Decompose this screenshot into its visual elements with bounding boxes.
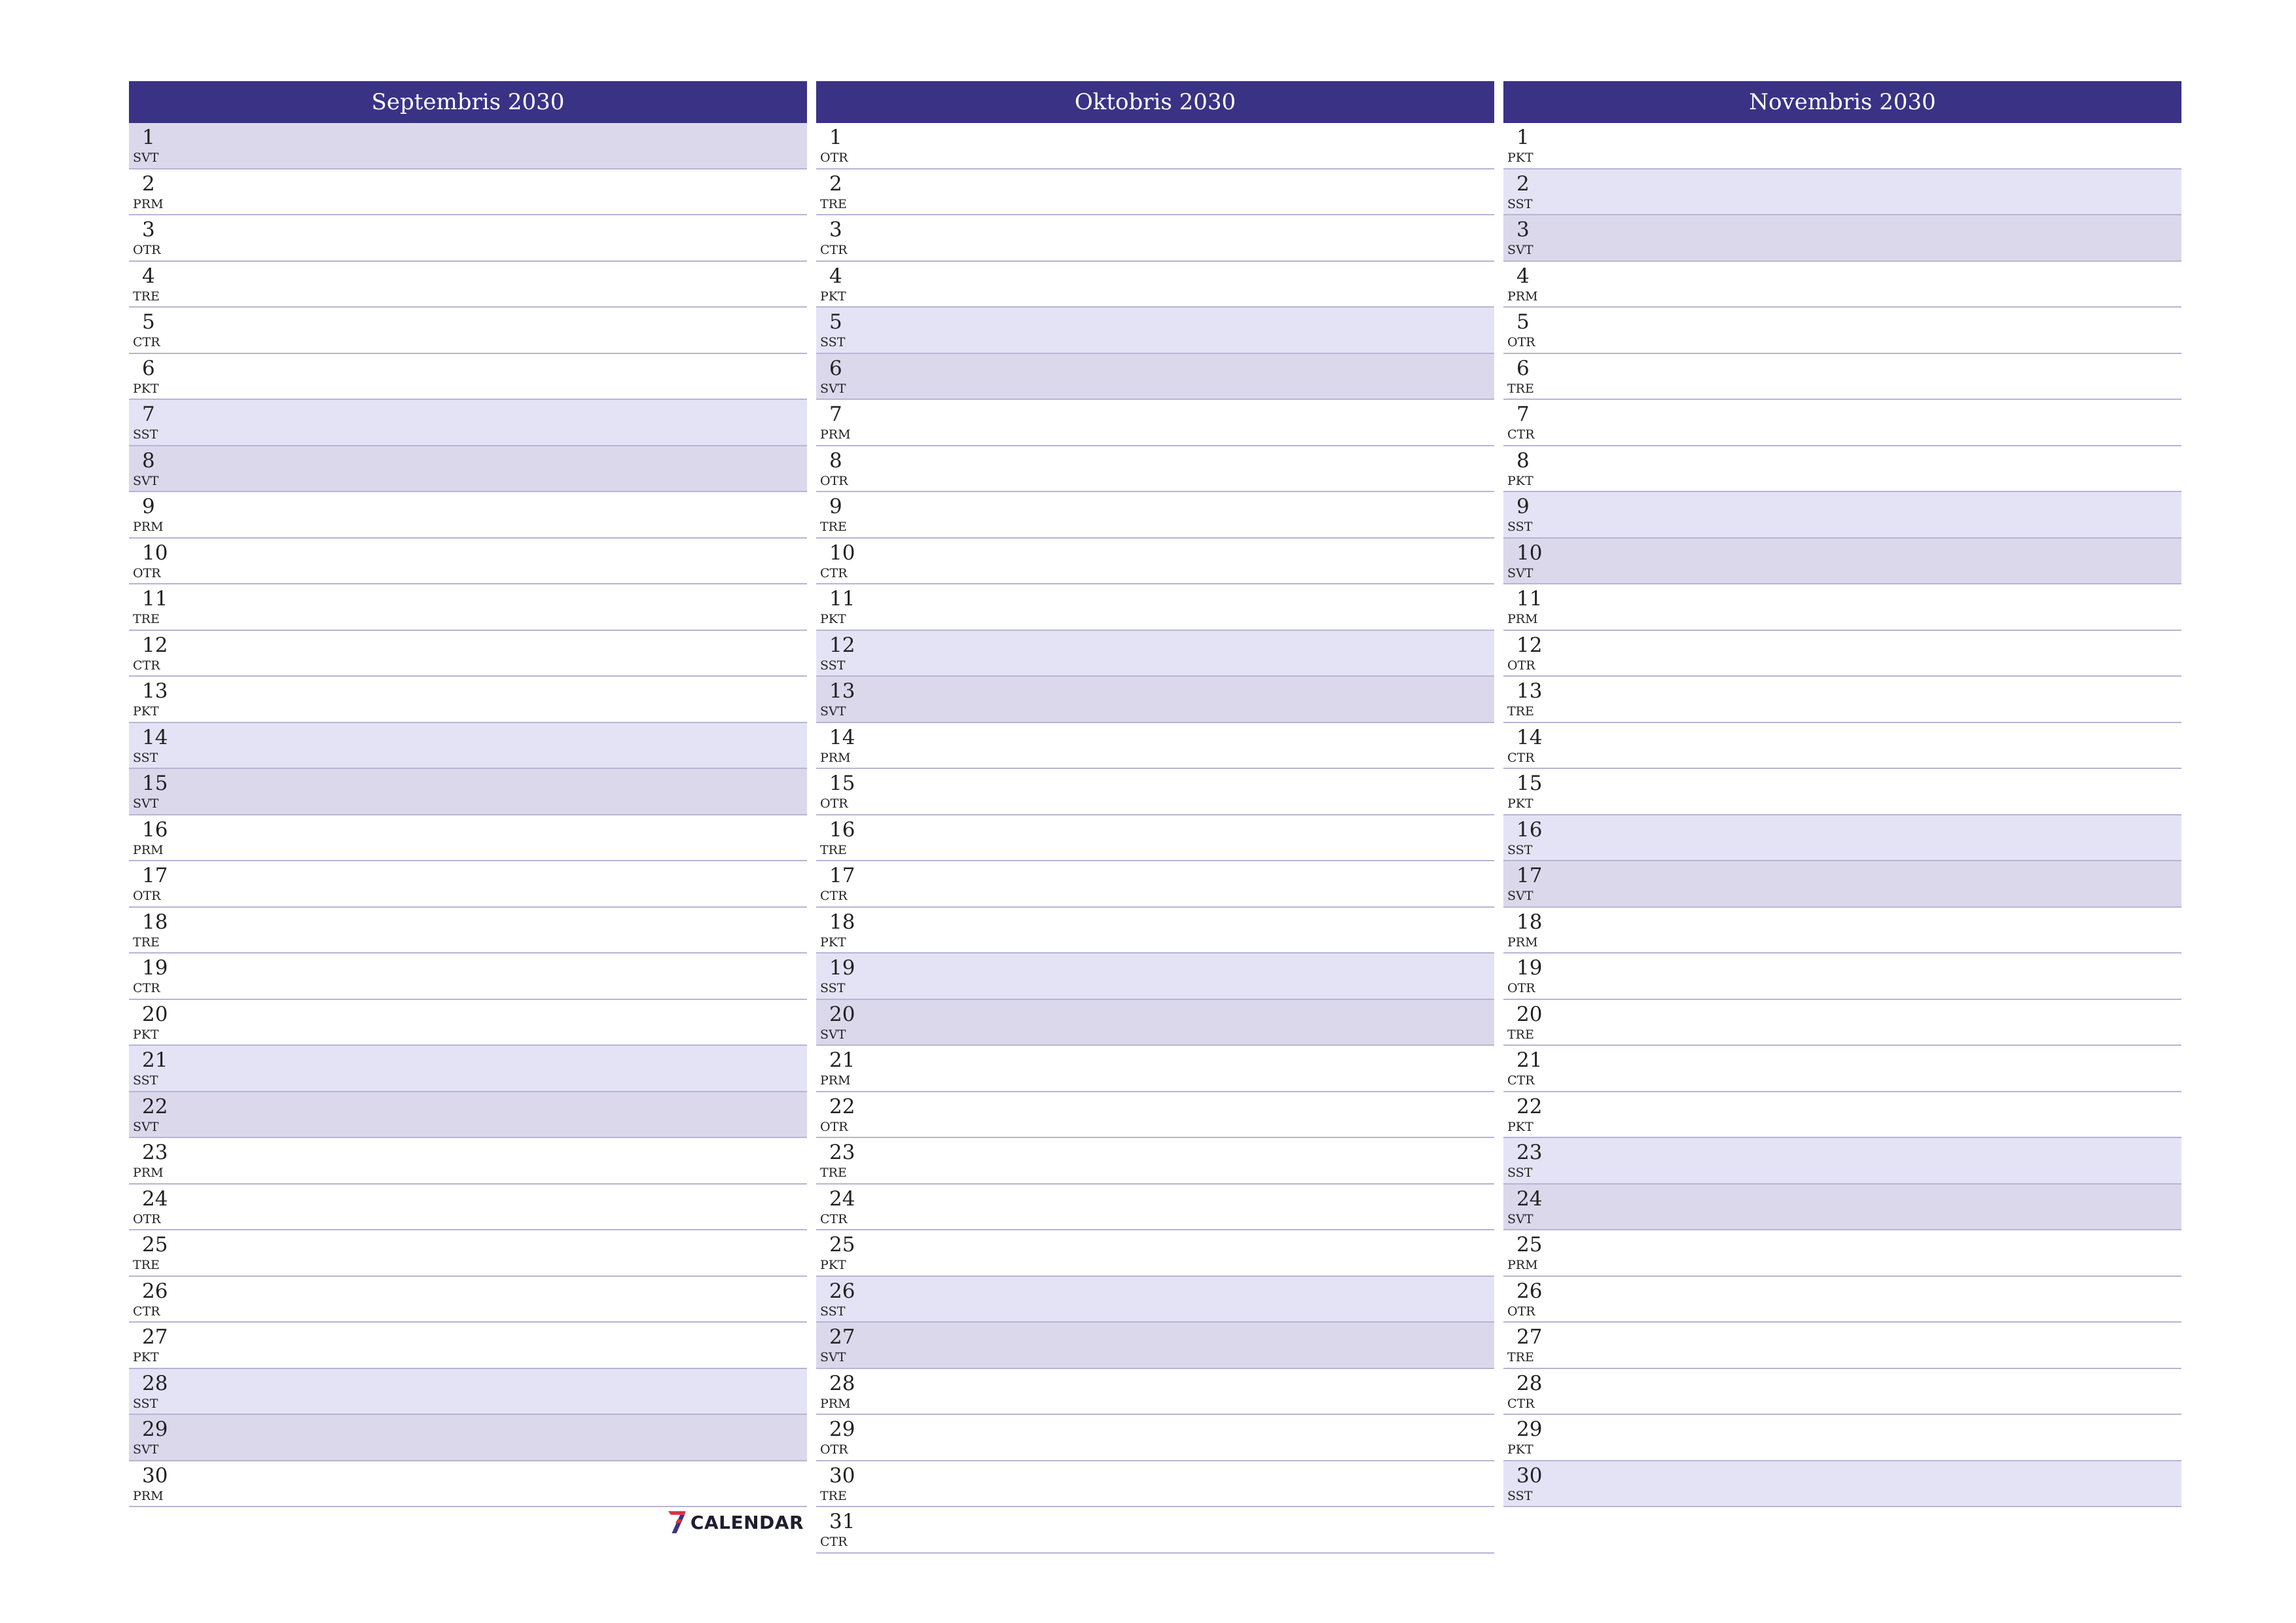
- day-number: 11: [829, 587, 855, 611]
- day-row: [129, 1277, 807, 1323]
- day-row: [816, 815, 1494, 862]
- day-number: 10: [142, 541, 168, 565]
- weekday-abbr: PRM: [1507, 289, 1538, 304]
- day-number: 1: [829, 126, 842, 149]
- weekday-abbr: TRE: [820, 842, 847, 857]
- day-number: 17: [142, 864, 168, 887]
- weekday-abbr: SST: [1507, 196, 1533, 211]
- day-row: [816, 1046, 1494, 1092]
- day-number: 13: [1516, 679, 1543, 703]
- month-title: Septembris 2030: [129, 81, 807, 123]
- day-row: [1503, 631, 2181, 677]
- weekday-abbr: SST: [133, 1396, 158, 1411]
- day-row: [816, 723, 1494, 770]
- weekday-abbr: PRM: [133, 196, 164, 211]
- weekday-abbr: TRE: [133, 935, 160, 950]
- weekday-abbr: SST: [1507, 842, 1533, 857]
- day-list: [1503, 123, 2181, 1507]
- weekday-abbr: CTR: [133, 981, 160, 995]
- day-row: [1503, 169, 2181, 216]
- weekday-abbr: OTR: [820, 1442, 848, 1457]
- day-row: [1503, 1092, 2181, 1139]
- day-number: 24: [1516, 1186, 1543, 1211]
- day-row: [816, 1507, 1494, 1554]
- day-number: 5: [142, 310, 155, 334]
- weekday-abbr: CTR: [820, 889, 848, 903]
- weekday-abbr: OTR: [1507, 981, 1535, 995]
- weekday-abbr: OTR: [1507, 1304, 1535, 1319]
- day-number: 21: [142, 1048, 168, 1072]
- day-number: 8: [829, 448, 842, 473]
- day-row: [1503, 539, 2181, 585]
- weekday-abbr: SST: [820, 335, 846, 349]
- day-row: [129, 446, 807, 493]
- day-row: [816, 1092, 1494, 1139]
- day-number: 28: [1516, 1371, 1543, 1395]
- day-row: [816, 1323, 1494, 1369]
- day-number: 10: [829, 541, 855, 565]
- day-number: 12: [829, 633, 855, 657]
- day-row: [1503, 492, 2181, 539]
- day-number: 29: [142, 1418, 168, 1441]
- weekday-abbr: PKT: [133, 1027, 159, 1042]
- day-row: [129, 1415, 807, 1461]
- weekday-abbr: TRE: [1507, 704, 1534, 719]
- day-row: [1503, 1000, 2181, 1046]
- day-row: [816, 1230, 1494, 1277]
- weekday-abbr: TRE: [820, 1166, 847, 1180]
- day-row: [129, 492, 807, 539]
- day-number: 11: [142, 587, 168, 611]
- day-row: [1503, 1277, 2181, 1323]
- weekday-abbr: PRM: [820, 427, 851, 442]
- weekday-abbr: SST: [820, 981, 846, 995]
- day-row: [1503, 354, 2181, 401]
- day-number: 19: [142, 956, 168, 980]
- weekday-abbr: SST: [820, 1304, 846, 1319]
- day-number: 1: [142, 126, 155, 149]
- day-number: 19: [829, 956, 855, 980]
- weekday-abbr: PKT: [1507, 473, 1534, 488]
- day-number: 12: [142, 633, 168, 657]
- day-row: [1503, 1138, 2181, 1185]
- weekday-abbr: PKT: [820, 289, 846, 304]
- weekday-abbr: PKT: [133, 1350, 159, 1364]
- day-row: [816, 1138, 1494, 1185]
- month-column: [1503, 81, 2181, 1507]
- day-number: 9: [829, 495, 842, 518]
- day-number: 17: [829, 864, 855, 887]
- weekday-abbr: PKT: [1507, 151, 1534, 165]
- weekday-abbr: CTR: [820, 1211, 848, 1226]
- day-row: [816, 1277, 1494, 1323]
- day-row: [1503, 215, 2181, 262]
- month-title: Novembris 2030: [1503, 81, 2181, 123]
- day-row: [129, 1046, 807, 1092]
- weekday-abbr: TRE: [1507, 381, 1534, 396]
- day-row: [816, 861, 1494, 908]
- weekday-abbr: PRM: [133, 842, 164, 857]
- day-number: 27: [1516, 1325, 1543, 1349]
- brand-logo: [666, 1504, 804, 1541]
- day-row: [129, 769, 807, 815]
- day-number: 13: [829, 679, 855, 703]
- weekday-abbr: SVT: [133, 796, 159, 811]
- day-row: [816, 769, 1494, 815]
- month-column: [816, 81, 1494, 1554]
- day-number: 4: [142, 264, 155, 288]
- day-row: [129, 1138, 807, 1185]
- day-number: 18: [829, 910, 855, 934]
- day-row: [129, 954, 807, 1000]
- weekday-abbr: SST: [1507, 520, 1533, 534]
- day-row: [1503, 1461, 2181, 1508]
- day-row: [1503, 769, 2181, 815]
- day-row: [129, 1000, 807, 1046]
- weekday-abbr: OTR: [820, 796, 848, 811]
- day-number: 6: [142, 356, 155, 380]
- day-number: 8: [1516, 448, 1530, 473]
- weekday-abbr: SVT: [133, 473, 159, 488]
- day-number: 18: [142, 910, 168, 934]
- weekday-abbr: SST: [1507, 1488, 1533, 1503]
- day-number: 9: [1516, 495, 1530, 518]
- weekday-abbr: OTR: [133, 565, 161, 580]
- day-number: 16: [829, 817, 855, 842]
- day-row: [129, 1092, 807, 1139]
- day-number: 15: [829, 772, 855, 795]
- day-row: [1503, 1323, 2181, 1369]
- weekday-abbr: OTR: [820, 473, 848, 488]
- weekday-abbr: SVT: [820, 1350, 846, 1364]
- weekday-abbr: SST: [133, 427, 158, 442]
- weekday-abbr: CTR: [133, 335, 160, 349]
- day-number: 7: [142, 402, 155, 426]
- day-number: 7: [1516, 402, 1530, 426]
- day-number: 31: [829, 1510, 855, 1533]
- day-number: 5: [829, 310, 842, 334]
- weekday-abbr: SVT: [1507, 1211, 1534, 1226]
- day-number: 21: [829, 1048, 855, 1072]
- weekday-abbr: SVT: [133, 151, 159, 165]
- weekday-abbr: SST: [133, 1073, 158, 1088]
- day-number: 28: [829, 1371, 855, 1395]
- day-number: 15: [1516, 772, 1543, 795]
- weekday-abbr: SVT: [820, 704, 846, 719]
- weekday-abbr: CTR: [133, 1304, 160, 1319]
- month-column: [129, 81, 807, 1507]
- day-number: 3: [1516, 218, 1530, 241]
- weekday-abbr: OTR: [1507, 658, 1535, 673]
- day-number: 30: [142, 1463, 168, 1488]
- day-row: [129, 1461, 807, 1508]
- day-number: 16: [142, 817, 168, 842]
- weekday-abbr: SVT: [820, 381, 846, 396]
- day-row: [1503, 954, 2181, 1000]
- weekday-abbr: TRE: [820, 196, 847, 211]
- day-number: 21: [1516, 1048, 1543, 1072]
- day-row: [816, 584, 1494, 631]
- day-number: 23: [1516, 1141, 1543, 1164]
- day-row: [129, 308, 807, 354]
- day-row: [1503, 262, 2181, 308]
- logo-text: CALENDAR: [690, 1511, 804, 1533]
- weekday-abbr: SVT: [133, 1442, 159, 1457]
- weekday-abbr: TRE: [133, 612, 160, 626]
- day-row: [1503, 723, 2181, 770]
- day-number: 4: [829, 264, 842, 288]
- day-row: [816, 1369, 1494, 1416]
- day-number: 25: [829, 1233, 855, 1257]
- weekday-abbr: CTR: [1507, 1396, 1535, 1411]
- day-number: 2: [142, 171, 155, 196]
- day-row: [129, 1230, 807, 1277]
- weekday-abbr: CTR: [820, 565, 848, 580]
- day-number: 15: [142, 772, 168, 795]
- day-number: 3: [142, 218, 155, 241]
- day-number: 14: [142, 725, 168, 749]
- day-number: 30: [1516, 1463, 1543, 1488]
- day-row: [816, 354, 1494, 401]
- weekday-abbr: OTR: [820, 151, 848, 165]
- weekday-abbr: TRE: [133, 1258, 160, 1272]
- day-row: [1503, 400, 2181, 446]
- day-row: [129, 169, 807, 216]
- weekday-abbr: OTR: [1507, 335, 1535, 349]
- weekday-abbr: PRM: [820, 1073, 851, 1088]
- weekday-abbr: PKT: [820, 612, 846, 626]
- weekday-abbr: PKT: [133, 381, 159, 396]
- weekday-abbr: TRE: [820, 1488, 847, 1503]
- day-row: [1503, 908, 2181, 954]
- day-row: [816, 631, 1494, 677]
- weekday-abbr: CTR: [820, 1535, 848, 1549]
- day-row: [816, 1461, 1494, 1508]
- day-row: [816, 446, 1494, 493]
- weekday-abbr: PRM: [820, 1396, 851, 1411]
- day-number: 22: [829, 1094, 855, 1118]
- day-number: 6: [1516, 356, 1530, 380]
- day-number: 4: [1516, 264, 1530, 288]
- day-number: 24: [142, 1186, 168, 1211]
- weekday-abbr: PRM: [820, 750, 851, 765]
- day-row: [816, 539, 1494, 585]
- day-row: [129, 354, 807, 401]
- day-row: [129, 400, 807, 446]
- seven-logo-icon: [666, 1504, 687, 1541]
- day-number: 22: [142, 1094, 168, 1118]
- day-row: [1503, 446, 2181, 493]
- day-row: [816, 262, 1494, 308]
- weekday-abbr: TRE: [1507, 1350, 1534, 1364]
- day-number: 23: [829, 1141, 855, 1164]
- weekday-abbr: TRE: [1507, 1027, 1534, 1042]
- weekday-abbr: SVT: [1507, 565, 1534, 580]
- weekday-abbr: SVT: [1507, 243, 1534, 257]
- day-list: [816, 123, 1494, 1554]
- day-number: 11: [1516, 587, 1543, 611]
- weekday-abbr: CTR: [820, 243, 848, 257]
- weekday-abbr: OTR: [820, 1119, 848, 1134]
- weekday-abbr: SVT: [1507, 889, 1534, 903]
- weekday-abbr: OTR: [133, 243, 161, 257]
- day-number: 29: [1516, 1418, 1543, 1441]
- day-number: 14: [829, 725, 855, 749]
- weekday-abbr: TRE: [133, 289, 160, 304]
- day-row: [1503, 677, 2181, 723]
- day-number: 13: [142, 679, 168, 703]
- day-row: [129, 631, 807, 677]
- day-number: 5: [1516, 310, 1530, 334]
- day-row: [1503, 584, 2181, 631]
- day-row: [1503, 815, 2181, 862]
- day-number: 20: [829, 1002, 855, 1026]
- day-row: [816, 954, 1494, 1000]
- day-number: 3: [829, 218, 842, 241]
- day-row: [816, 1000, 1494, 1046]
- weekday-abbr: PKT: [1507, 1119, 1534, 1134]
- weekday-abbr: SVT: [820, 1027, 846, 1042]
- weekday-abbr: PKT: [1507, 1442, 1534, 1457]
- day-row: [816, 1415, 1494, 1461]
- day-row: [816, 215, 1494, 262]
- weekday-abbr: PRM: [133, 1166, 164, 1180]
- day-row: [129, 1185, 807, 1231]
- day-number: 12: [1516, 633, 1543, 657]
- day-number: 26: [1516, 1279, 1543, 1303]
- day-number: 25: [1516, 1233, 1543, 1257]
- weekday-abbr: SST: [820, 658, 846, 673]
- day-row: [129, 584, 807, 631]
- day-row: [816, 400, 1494, 446]
- day-number: 7: [829, 402, 842, 426]
- day-row: [1503, 1185, 2181, 1231]
- day-number: 20: [1516, 1002, 1543, 1026]
- weekday-abbr: PKT: [820, 935, 846, 950]
- day-number: 26: [142, 1279, 168, 1303]
- weekday-abbr: CTR: [1507, 1073, 1535, 1088]
- day-row: [129, 262, 807, 308]
- day-row: [1503, 308, 2181, 354]
- day-number: 27: [142, 1325, 168, 1349]
- weekday-abbr: OTR: [133, 889, 161, 903]
- day-row: [1503, 1415, 2181, 1461]
- day-number: 10: [1516, 541, 1543, 565]
- day-number: 26: [829, 1279, 855, 1303]
- day-number: 2: [829, 171, 842, 196]
- day-row: [816, 1185, 1494, 1231]
- weekday-abbr: SST: [1507, 1166, 1533, 1180]
- day-row: [129, 908, 807, 954]
- day-row: [816, 492, 1494, 539]
- day-number: 22: [1516, 1094, 1543, 1118]
- day-number: 28: [142, 1371, 168, 1395]
- day-row: [129, 861, 807, 908]
- day-row: [816, 677, 1494, 723]
- day-row: [1503, 1369, 2181, 1416]
- weekday-abbr: SST: [133, 750, 158, 765]
- day-row: [129, 1369, 807, 1416]
- day-row: [129, 215, 807, 262]
- day-number: 17: [1516, 864, 1543, 887]
- day-number: 24: [829, 1186, 855, 1211]
- weekday-abbr: CTR: [133, 658, 160, 673]
- day-number: 30: [829, 1463, 855, 1488]
- day-row: [816, 169, 1494, 216]
- weekday-abbr: PRM: [133, 520, 164, 534]
- day-number: 25: [142, 1233, 168, 1257]
- day-number: 16: [1516, 817, 1543, 842]
- weekday-abbr: PRM: [1507, 612, 1538, 626]
- month-title: Oktobris 2030: [816, 81, 1494, 123]
- day-number: 2: [1516, 171, 1530, 196]
- day-number: 18: [1516, 910, 1543, 934]
- day-row: [1503, 1230, 2181, 1277]
- day-list: [129, 123, 807, 1507]
- day-row: [129, 1323, 807, 1369]
- day-number: 29: [829, 1418, 855, 1441]
- day-number: 19: [1516, 956, 1543, 980]
- day-number: 6: [829, 356, 842, 380]
- day-number: 27: [829, 1325, 855, 1349]
- weekday-abbr: OTR: [133, 1211, 161, 1226]
- day-number: 1: [1516, 126, 1530, 149]
- day-row: [816, 123, 1494, 169]
- day-number: 9: [142, 495, 155, 518]
- weekday-abbr: PKT: [133, 704, 159, 719]
- day-number: 20: [142, 1002, 168, 1026]
- day-row: [816, 308, 1494, 354]
- day-row: [129, 123, 807, 169]
- weekday-abbr: CTR: [1507, 427, 1535, 442]
- day-row: [1503, 1046, 2181, 1092]
- day-row: [129, 539, 807, 585]
- day-row: [129, 723, 807, 770]
- day-number: 8: [142, 448, 155, 473]
- weekday-abbr: PRM: [133, 1488, 164, 1503]
- day-row: [1503, 861, 2181, 908]
- weekday-abbr: SVT: [133, 1119, 159, 1134]
- weekday-abbr: TRE: [820, 520, 847, 534]
- weekday-abbr: PRM: [1507, 1258, 1538, 1272]
- weekday-abbr: PKT: [1507, 796, 1534, 811]
- weekday-abbr: PRM: [1507, 935, 1538, 950]
- day-number: 14: [1516, 725, 1543, 749]
- day-row: [129, 677, 807, 723]
- weekday-abbr: CTR: [1507, 750, 1535, 765]
- day-row: [816, 908, 1494, 954]
- day-number: 23: [142, 1141, 168, 1164]
- day-row: [129, 815, 807, 862]
- weekday-abbr: PKT: [820, 1258, 846, 1272]
- day-row: [1503, 123, 2181, 169]
